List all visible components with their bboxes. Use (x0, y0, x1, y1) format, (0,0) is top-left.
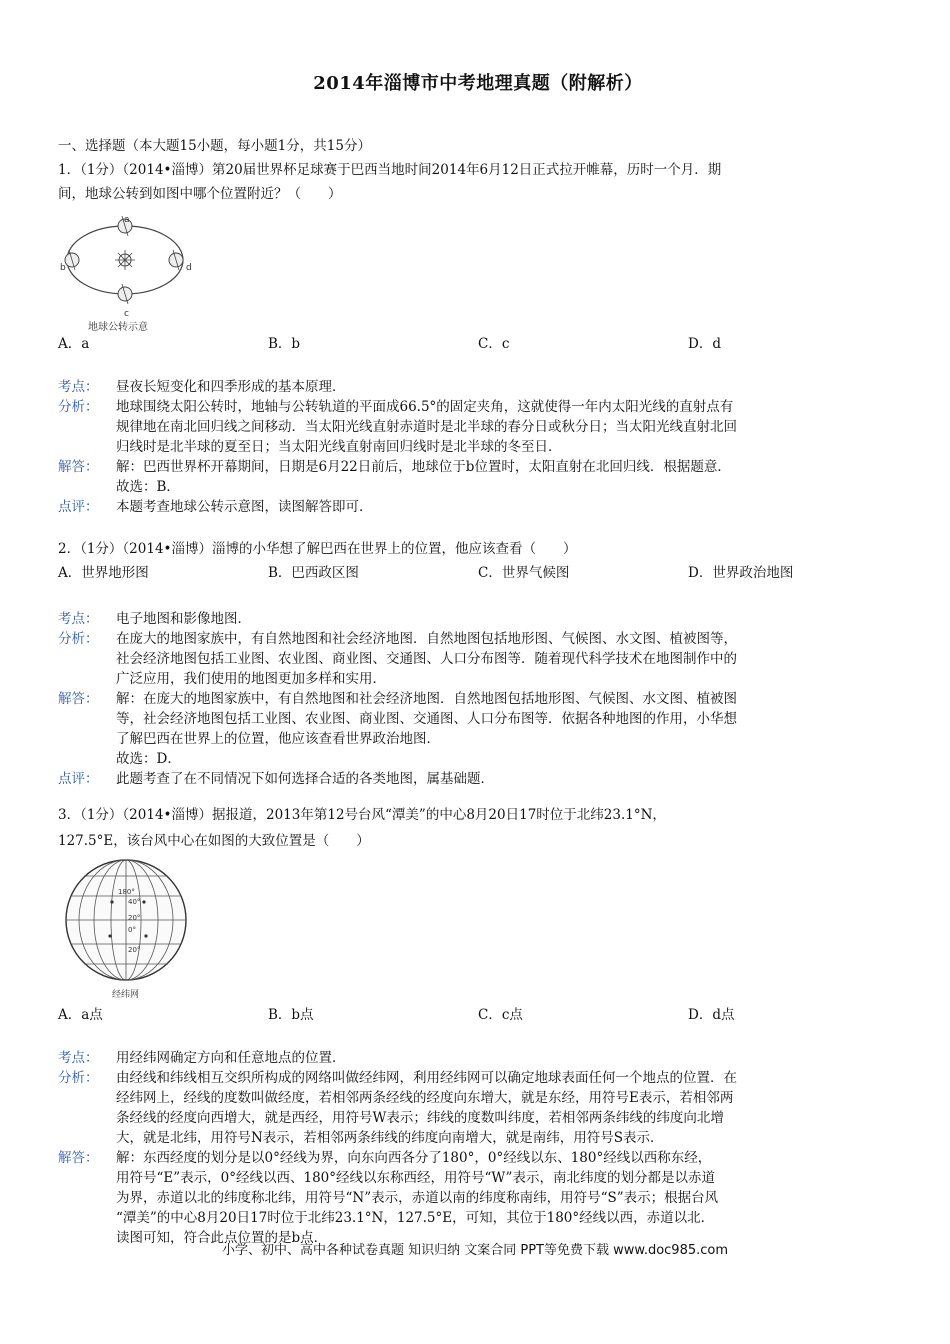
q3-fenxi-line: 大，就是北纬，用符号N表示，若相邻两条纬线的纬度向南增大，就是南纬，用符号S表示． (116, 1130, 664, 1146)
graticule-lat-label: 0° (128, 926, 136, 934)
q1-stem-line-2: 间，地球公转到如图中哪个位置附近？（ ） (58, 186, 342, 202)
q1-stem-line-1: 1．（1分）（2014•淄博）第20届世界杯足球赛于巴西当地时间2014年6月12日正式拉开帷幕，历时一个月．期 (58, 162, 722, 178)
q2-jieda-line: 故选：D． (116, 751, 181, 767)
q3-jieda-line: 解：东西经度的划分是以0°经线为界，向东向西各分了180°，0°经线以东、180°经线以西称东经， (116, 1150, 712, 1166)
q2-solution (58, 609, 898, 789)
q1-option-b: B．b (268, 336, 301, 352)
q1-option-d: D．d (688, 336, 721, 352)
graticule-globe (62, 858, 192, 983)
q3-jieda-line: 用符号“E”表示，0°经线以西、180°经线以东称西经，用符号“W”表示，南北纬度的划分都是以赤道 (116, 1170, 715, 1186)
q2-option-c: C．世界气候图 (478, 565, 570, 581)
q3-option-d: D．d点 (688, 1007, 735, 1023)
orbit-label-c: c (124, 309, 129, 319)
q2-jieda-line: 等，社会经济地图包括工业图、农业图、商业图、交通图、人口分布图等．依据各种地图的作用，小华想 (116, 711, 737, 727)
earth-orbit-figure (60, 210, 220, 333)
q1-kaodian: 昼夜长短变化和四季形成的基本原理． (116, 379, 346, 395)
q2-jieda-line: 了解巴西在世界上的位置，他应该查看世界政治地图． (116, 731, 440, 747)
kaodian-label: 考点： (58, 379, 99, 395)
q1-options (58, 334, 898, 354)
section-heading: 一、选择题（本大题15小题，每小题1分，共15分） (58, 138, 371, 154)
q1-solution (58, 377, 898, 517)
earth-orbit-diagram (60, 210, 220, 330)
graticule-lon-label: 180° (118, 888, 135, 896)
fenxi-label: 分析： (58, 631, 99, 647)
dianping-label: 点评： (58, 771, 99, 787)
q3-options (58, 1005, 898, 1025)
jieda-label: 解答： (58, 459, 99, 475)
q1-option-a: A．a (58, 336, 90, 352)
q3-option-a: A．a点 (58, 1007, 103, 1023)
kaodian-label: 考点： (58, 1050, 99, 1066)
q3-option-b: B．b点 (268, 1007, 314, 1023)
graticule-lat-label: 20° (128, 914, 141, 922)
q2-fenxi-line: 社会经济地图包括工业图、农业图、商业图、交通图、人口分布图等．随着现代科学技术在地图制作中的 (116, 651, 737, 667)
jieda-label: 解答： (58, 691, 99, 707)
q3-jieda-line: “潭美”的中心8月20日17时位于北纬23.1°N，127.5°E，可知，其位于180°经线以西，赤道以北． (116, 1210, 715, 1226)
orbit-label-a: a (124, 215, 130, 225)
q2-option-b: B．巴西政区图 (268, 565, 359, 581)
fenxi-label: 分析： (58, 399, 99, 415)
orbit-figure-caption: 地球公转示意 (88, 322, 148, 333)
q2-stem: 2．（1分）（2014•淄博）淄博的小华想了解巴西在世界上的位置，他应该查看（ ） (58, 541, 577, 557)
q1-dianping: 本题考查地球公转示意图，读图解答即可． (116, 499, 373, 515)
q3-stem-line-1: 3．（1分）（2014•淄博）据报道，2013年第12号台风“潭美”的中心8月20日17时位于北纬23.1°N， (58, 807, 666, 823)
q1-option-c: C．c (478, 336, 510, 352)
q1-jieda-line: 解：巴西世界杯开幕期间，日期是6月22日前后，地球位于b位置时，太阳直射在北回归线．根据题意． (116, 459, 731, 475)
graticule-figure-caption: 经纬网 (112, 990, 140, 1000)
graticule-figure (62, 858, 192, 998)
dianping-label: 点评： (58, 499, 99, 515)
q2-dianping: 此题考查了在不同情况下如何选择合适的各类地图，属基础题． (116, 771, 494, 787)
question-1 (58, 160, 898, 204)
q3-jieda-line: 读图可知，符合此点位置的是b点． (116, 1230, 328, 1246)
q2-jieda-line: 解：在庞大的地图家族中，有自然地图和社会经济地图．自然地图包括地形图、气候图、水文图、植被图 (116, 691, 737, 707)
graticule-lat-label: 20° (128, 946, 141, 954)
page-title: 2014年淄博市中考地理真题（附解析） (313, 73, 643, 94)
q2-options (58, 563, 898, 583)
q3-stem-line-2: 127.5°E，该台风中心在如图的大致位置是（ ） (58, 833, 370, 849)
q2-option-d: D．世界政治地图 (688, 565, 794, 581)
q2-kaodian: 电子地图和影像地图． (116, 611, 251, 627)
q3-solution (58, 1048, 898, 1248)
q2-fenxi-line: 在庞大的地图家族中，有自然地图和社会经济地图．自然地图包括地形图、气候图、水文图、植被图等， (116, 631, 737, 647)
q2-option-a: A．世界地形图 (58, 565, 149, 581)
orbit-label-b: b (60, 263, 66, 273)
orbit-label-d: d (186, 263, 192, 273)
q3-jieda-line: 为界，赤道以北的纬度称北纬，用符号“N”表示，赤道以南的纬度称南纬，用符号“S”表示；根据台风 (116, 1190, 719, 1206)
kaodian-label: 考点： (58, 611, 99, 627)
q3-fenxi-line: 条经线的经度向西增大，就是西经，用符号W表示；纬线的度数叫纬度，若相邻两条纬线的纬度向北增 (116, 1110, 724, 1126)
q3-option-c: C．c点 (478, 1007, 523, 1023)
q1-fenxi-line: 地球围绕太阳公转时，地轴与公转轨道的平面成66.5°的固定夹角，这就使得一年内太阳光线的直射点有 (116, 399, 734, 415)
q1-fenxi-line: 规律地在南北回归线之间移动．当太阳光线直射赤道时是北半球的春分日或秋分日；当太阳光线直射北回 (116, 419, 737, 435)
q1-jieda-line: 故选：B． (116, 479, 180, 495)
q3-kaodian: 用经纬网确定方向和任意地点的位置． (116, 1050, 346, 1066)
q1-fenxi-line: 归线时是北半球的夏至日；当太阳光线直射南回归线时是北半球的冬至日． (116, 439, 562, 455)
graticule-lat-label: 40° (128, 898, 141, 906)
q2-fenxi-line: 广泛应用，我们使用的地图更加多样和实用． (116, 671, 386, 687)
jieda-label: 解答： (58, 1150, 99, 1166)
fenxi-label: 分析： (58, 1070, 99, 1086)
page-footer: 小学、初中、高中各种试卷真题 知识归纳 文案合同 PPT等免费下载 www.doc985.com (221, 1243, 729, 1258)
q3-fenxi-line: 经纬网上，经线的度数叫做经度，若相邻两条经线的经度向东增大，就是东经，用符号E表示，若相邻两 (116, 1090, 734, 1106)
q3-fenxi-line: 由经线和纬线相互交织所构成的网络叫做经纬网，利用经纬网可以确定地球表面任何一个地点的位置．在 (116, 1070, 737, 1086)
question-3 (58, 805, 898, 851)
